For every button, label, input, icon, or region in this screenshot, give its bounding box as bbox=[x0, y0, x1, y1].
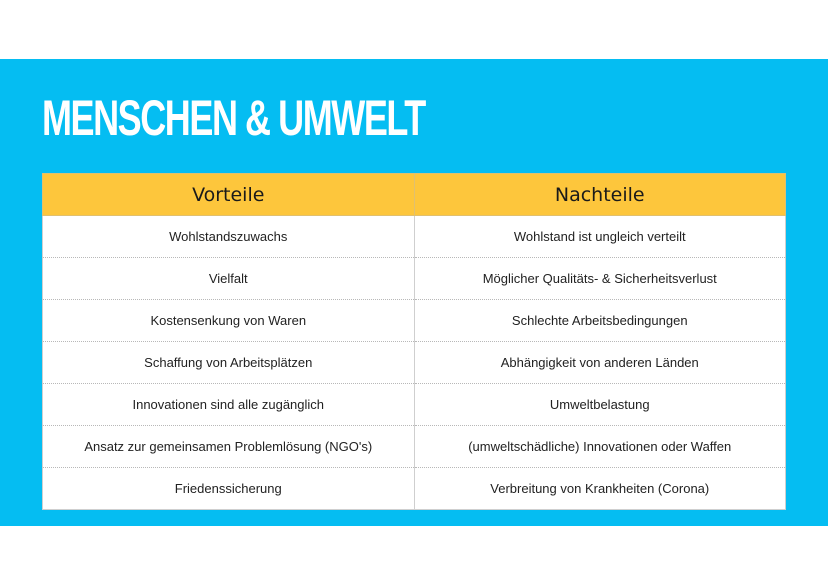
table-row bbox=[43, 426, 786, 468]
vorteil-cell: Vielfalt bbox=[43, 258, 415, 300]
vorteil-cell: Kostensenkung von Waren bbox=[43, 300, 415, 342]
nachteil-cell: Möglicher Qualitäts- & Sicherheitsverlust bbox=[414, 258, 786, 300]
table-row bbox=[43, 258, 786, 300]
nachteil-cell: Abhängigkeit von anderen Länden bbox=[414, 342, 786, 384]
table-row bbox=[43, 384, 786, 426]
table-header-row bbox=[43, 174, 786, 216]
nachteil-cell: (umweltschädliche) Innovationen oder Waffen bbox=[414, 426, 786, 468]
table-row bbox=[43, 300, 786, 342]
table-row bbox=[43, 216, 786, 258]
vorteil-cell: Wohlstandszuwachs bbox=[43, 216, 415, 258]
header-nachteile: Nachteile bbox=[414, 174, 786, 216]
vorteil-cell: Schaffung von Arbeitsplätzen bbox=[43, 342, 415, 384]
nachteil-cell: Verbreitung von Krankheiten (Corona) bbox=[414, 468, 786, 510]
header-vorteile: Vorteile bbox=[43, 174, 415, 216]
vorteil-cell: Innovationen sind alle zugänglich bbox=[43, 384, 415, 426]
table-row bbox=[43, 468, 786, 510]
slide-background bbox=[0, 59, 828, 526]
table-row bbox=[43, 342, 786, 384]
nachteil-cell: Wohlstand ist ungleich verteilt bbox=[414, 216, 786, 258]
nachteil-cell: Schlechte Arbeitsbedingungen bbox=[414, 300, 786, 342]
slide-title: MENSCHEN & UMWELT bbox=[42, 90, 425, 146]
comparison-table bbox=[42, 173, 786, 510]
nachteil-cell: Umweltbelastung bbox=[414, 384, 786, 426]
vorteil-cell: Friedenssicherung bbox=[43, 468, 415, 510]
vorteil-cell: Ansatz zur gemeinsamen Problemlösung (NGO's) bbox=[43, 426, 415, 468]
